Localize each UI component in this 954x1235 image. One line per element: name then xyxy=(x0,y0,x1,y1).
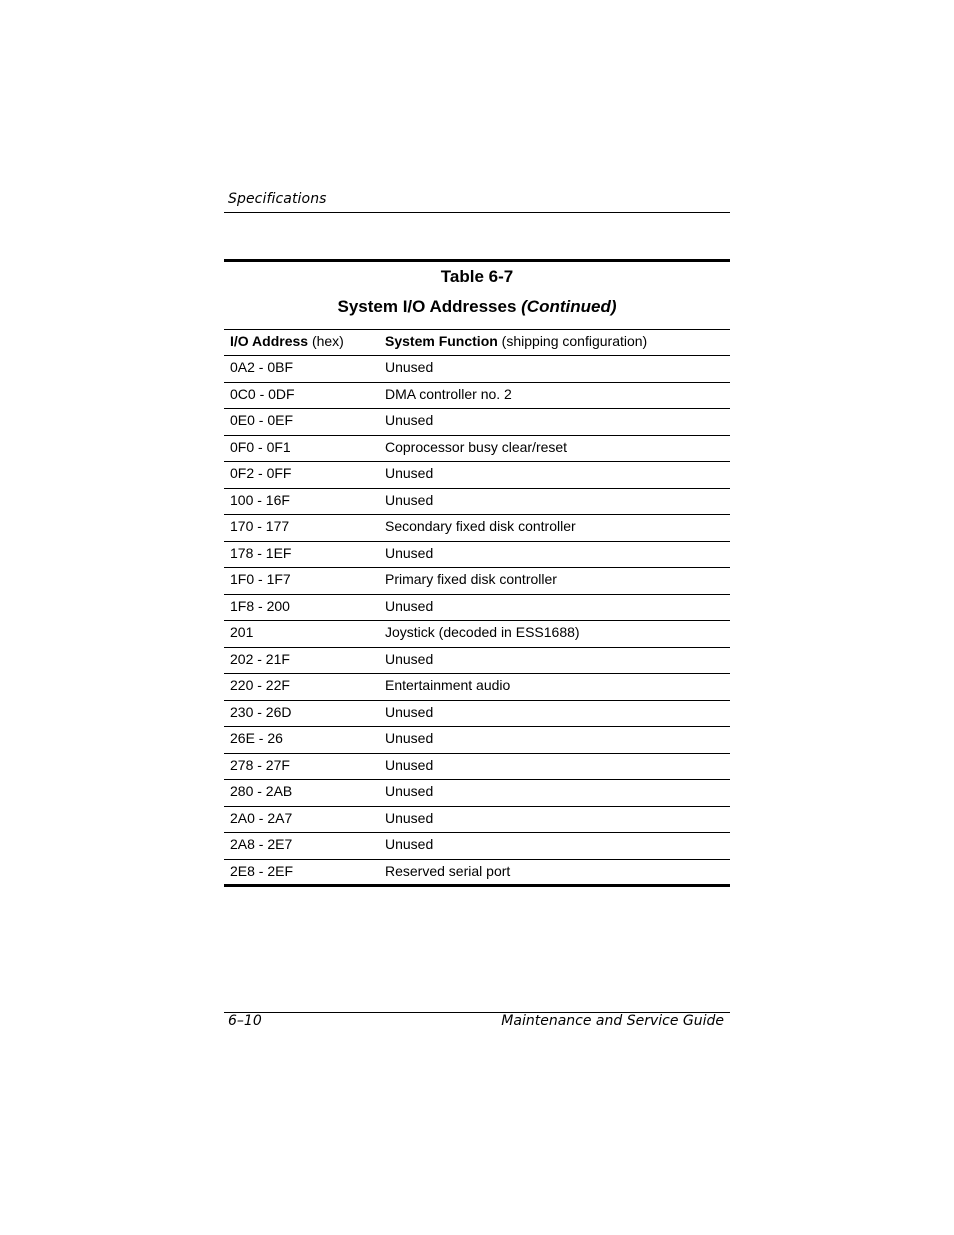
cell-io-address: 278 - 27F xyxy=(230,756,290,773)
cell-io-address: 201 xyxy=(230,624,254,640)
table-row xyxy=(224,647,730,674)
cell-system-function: Secondary fixed disk controller xyxy=(385,518,576,534)
cell-io-address: 2A8 - 2E7 xyxy=(230,836,293,852)
cell-system-function: Unused xyxy=(385,836,434,852)
cell-io-address: 170 - 177 xyxy=(230,518,290,534)
cell-io-address: 202 - 21F xyxy=(230,650,290,667)
table-row xyxy=(224,435,730,462)
cell-io-address: 230 - 26D xyxy=(230,703,292,720)
table-row xyxy=(224,727,730,754)
table-row xyxy=(224,806,730,833)
cell-io-address: 1F8 - 200 xyxy=(230,597,290,614)
table-row xyxy=(224,541,730,568)
cell-io-address: 100 - 16F xyxy=(230,491,290,508)
table-row xyxy=(224,462,730,489)
column-header-system-function: System Function (shipping configuration) xyxy=(385,333,648,349)
column-header-io-address: I/O Address (hex) xyxy=(230,333,344,349)
cell-io-address: 1F0 - 1F7 xyxy=(230,571,291,587)
cell-io-address: 220 - 22F xyxy=(230,677,290,693)
cell-system-function: DMA controller no. 2 xyxy=(385,385,512,402)
cell-system-function: Unused xyxy=(385,809,434,826)
cell-system-function: Unused xyxy=(385,465,434,481)
table-row xyxy=(224,753,730,780)
running-header: Specifications xyxy=(228,191,327,207)
cell-io-address: 0F2 - 0FF xyxy=(230,465,292,481)
cell-system-function: Entertainment audio xyxy=(385,677,511,693)
table-row xyxy=(224,700,730,727)
cell-io-address: 0F0 - 0F1 xyxy=(230,438,291,455)
cell-system-function: Unused xyxy=(385,359,434,375)
cell-io-address: 280 - 2AB xyxy=(230,783,293,799)
table-row xyxy=(224,488,730,515)
table-row xyxy=(224,833,730,860)
cell-system-function: Unused xyxy=(385,783,434,799)
table-number: Table 6-7 xyxy=(440,267,514,286)
table-row xyxy=(224,515,730,542)
cell-io-address: 0E0 - 0EF xyxy=(230,412,294,428)
table-row xyxy=(224,594,730,621)
cell-system-function: Unused xyxy=(385,703,434,720)
cell-system-function: Unused xyxy=(385,491,434,508)
cell-io-address: 26E - 26 xyxy=(230,730,283,746)
table-row xyxy=(224,409,730,436)
cell-system-function: Unused xyxy=(385,597,434,614)
cell-io-address: 178 - 1EF xyxy=(230,544,292,561)
cell-io-address: 2E8 - 2EF xyxy=(230,862,294,879)
table-row xyxy=(224,568,730,595)
page-number: 6–10 xyxy=(228,1013,262,1029)
table-body xyxy=(224,356,730,886)
table-title xyxy=(224,297,730,317)
table-title-continued: (Continued) xyxy=(521,297,617,316)
cell-system-function: Reserved serial port xyxy=(385,862,511,879)
table-header-row xyxy=(224,330,730,356)
table-row xyxy=(224,382,730,409)
guide-title: Maintenance and Service Guide xyxy=(501,1013,724,1029)
cell-io-address: 0A2 - 0BF xyxy=(230,359,294,375)
io-address-table xyxy=(224,329,730,887)
cell-system-function: Unused xyxy=(385,756,434,773)
cell-io-address: 0C0 - 0DF xyxy=(230,385,295,402)
table-row xyxy=(224,621,730,648)
table-top-rule xyxy=(224,259,730,262)
cell-system-function: Joystick (decoded in ESS1688) xyxy=(385,624,580,640)
cell-system-function: Coprocessor busy clear/reset xyxy=(385,438,568,455)
table-row xyxy=(224,674,730,701)
cell-io-address: 2A0 - 2A7 xyxy=(230,809,293,826)
cell-system-function: Unused xyxy=(385,650,434,667)
table-title-text: System I/O Addresses xyxy=(337,297,517,316)
cell-system-function: Unused xyxy=(385,412,434,428)
table-row xyxy=(224,356,730,383)
table-row xyxy=(224,780,730,807)
header-rule xyxy=(224,212,730,213)
cell-system-function: Primary fixed disk controller xyxy=(385,571,557,587)
table-row xyxy=(224,859,730,886)
cell-system-function: Unused xyxy=(385,544,434,561)
cell-system-function: Unused xyxy=(385,730,434,746)
